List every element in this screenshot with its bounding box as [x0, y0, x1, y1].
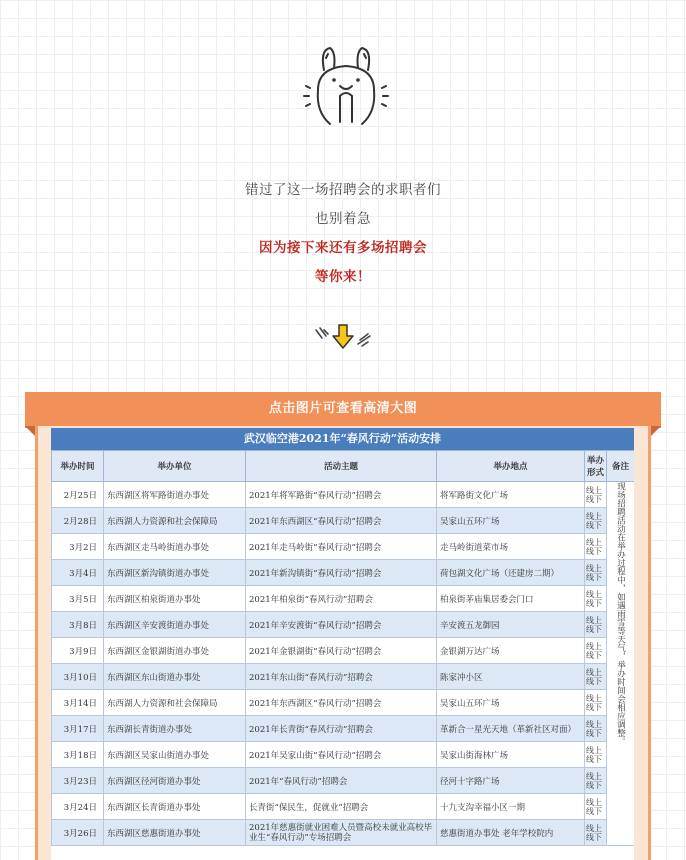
table-row [52, 560, 635, 586]
hero-line-3: 因为接下来还有多场招聘会 [259, 240, 427, 256]
row-organizer: 东西湖区辛安渡街道办事处 [104, 612, 246, 638]
table-row [52, 716, 635, 742]
row-venue: 十九支沟幸福小区一期 [437, 794, 585, 820]
row-theme: 2021年新沟镇街“春风行动”招聘会 [246, 560, 437, 586]
row-theme: 2021年长青街“春风行动”招聘会 [246, 716, 437, 742]
row-format: 线上线下 [585, 508, 607, 534]
row-venue: 辛安渡五龙御园 [437, 612, 585, 638]
row-format: 线上线下 [585, 586, 607, 612]
row-format: 线上线下 [585, 690, 607, 716]
row-organizer: 东西湖人力资源和社会保障局 [104, 690, 246, 716]
row-venue: 吴家山五环广场 [437, 690, 585, 716]
table-row [52, 664, 635, 690]
table-title: 武汉临空港2021年“春风行动”活动安排 [51, 428, 634, 450]
hero-section [0, 0, 686, 360]
row-format: 线上线下 [585, 638, 607, 664]
row-theme: 2021年将军路街“春风行动”招聘会 [246, 482, 437, 508]
row-date: 3月8日 [52, 612, 104, 638]
banner-fold-right [651, 426, 661, 436]
row-organizer: 东西湖区径河街道办事处 [104, 768, 246, 794]
row-theme: 2021年走马岭街“春风行动”招聘会 [246, 534, 437, 560]
row-note: 现场招聘活动在举办过程中，如遇雨雪等天气，举办时间会相应调整。 [607, 482, 635, 846]
row-organizer: 东西湖长青街道办事处 [104, 716, 246, 742]
table-row [52, 690, 635, 716]
row-organizer: 东西湖区吴家山街道办事处 [104, 742, 246, 768]
row-organizer: 东西湖区慈惠街道办事处 [104, 820, 246, 846]
row-theme: 2021年东山街“春风行动”招聘会 [246, 664, 437, 690]
table-row [52, 586, 635, 612]
row-format: 线上线下 [585, 742, 607, 768]
row-venue: 慈惠街道办事处 老年学校院内 [437, 820, 585, 846]
row-date: 3月17日 [52, 716, 104, 742]
row-venue: 荷包湖文化广场（还建房二期） [437, 560, 585, 586]
row-date: 3月23日 [52, 768, 104, 794]
row-theme: 2021年辛安渡街“春风行动”招聘会 [246, 612, 437, 638]
row-date: 2月25日 [52, 482, 104, 508]
row-date: 2月28日 [52, 508, 104, 534]
row-venue: 吴家山街海林广场 [437, 742, 585, 768]
row-venue: 陈家冲小区 [437, 664, 585, 690]
row-organizer: 东西湖人力资源和社会保障局 [104, 508, 246, 534]
row-theme: 2021年东西湖区“春风行动”招聘会 [246, 690, 437, 716]
header-format: 举办形式 [585, 451, 607, 482]
header-venue: 举办地点 [437, 451, 585, 482]
table-row [52, 612, 635, 638]
row-theme: 2021年慈惠街就业困难人员暨高校未就业高校毕业生“春风行动”专场招聘会 [246, 820, 437, 846]
row-date: 3月4日 [52, 560, 104, 586]
row-date: 3月10日 [52, 664, 104, 690]
row-format: 线上线下 [585, 560, 607, 586]
row-date: 3月2日 [52, 534, 104, 560]
hero-line-2: 也别着急 [315, 211, 371, 227]
row-venue: 将军路街文化广场 [437, 482, 585, 508]
hero-line-1: 错过了这一场招聘会的求职者们 [245, 182, 441, 198]
banner-fold-left [25, 426, 35, 436]
table-row [52, 638, 635, 664]
row-theme: 2021年东西湖区“春风行动”招聘会 [246, 508, 437, 534]
down-arrow-icon [312, 322, 374, 352]
row-format: 线上线下 [585, 794, 607, 820]
row-venue: 金银湖万达广场 [437, 638, 585, 664]
row-format: 线上线下 [585, 534, 607, 560]
header-note: 备注 [607, 451, 635, 482]
row-organizer: 东西湖区新沟镇街道办事处 [104, 560, 246, 586]
row-theme: 2021年金银湖街“春风行动”招聘会 [246, 638, 437, 664]
row-format: 线上线下 [585, 716, 607, 742]
row-format: 线上线下 [585, 482, 607, 508]
table-frame [35, 426, 651, 860]
row-organizer: 东西湖区柏泉街道办事处 [104, 586, 246, 612]
table-row [52, 508, 635, 534]
row-venue: 吴家山五环广场 [437, 508, 585, 534]
row-date: 3月24日 [52, 794, 104, 820]
view-hd-banner[interactable]: 点击图片可查看高清大图 [25, 392, 661, 426]
row-organizer: 东西湖区金银湖街道办事处 [104, 638, 246, 664]
row-venue: 柏泉街茅庙集居委会门口 [437, 586, 585, 612]
row-date: 3月5日 [52, 586, 104, 612]
row-organizer: 东西湖区东山街道办事处 [104, 664, 246, 690]
row-date: 3月26日 [52, 820, 104, 846]
table-row [52, 768, 635, 794]
row-theme: 长青街“保民生，促就业”招聘会 [246, 794, 437, 820]
table-row [52, 482, 635, 508]
row-venue: 走马岭街道菜市场 [437, 534, 585, 560]
table-row [52, 742, 635, 768]
header-theme: 活动主题 [246, 451, 437, 482]
row-format: 线上线下 [585, 768, 607, 794]
row-format: 线上线下 [585, 664, 607, 690]
table-row [52, 820, 635, 846]
row-organizer: 东西湖区走马岭街道办事处 [104, 534, 246, 560]
row-date: 3月9日 [52, 638, 104, 664]
schedule-table-image[interactable] [51, 428, 634, 860]
schedule-card [25, 392, 661, 860]
row-date: 3月14日 [52, 690, 104, 716]
row-venue: 革新合一星光天地（革新社区对面） [437, 716, 585, 742]
header-date: 举办时间 [52, 451, 104, 482]
row-organizer: 东西湖区将军路街道办事处 [104, 482, 246, 508]
row-format: 线上线下 [585, 612, 607, 638]
row-venue: 径河十字路广场 [437, 768, 585, 794]
header-organizer: 举办单位 [104, 451, 246, 482]
row-theme: 2021年吴家山街“春风行动”招聘会 [246, 742, 437, 768]
row-theme: 2021年柏泉街“春风行动”招聘会 [246, 586, 437, 612]
table-row [52, 534, 635, 560]
row-date: 3月18日 [52, 742, 104, 768]
hero-line-4: 等你来！ [315, 269, 371, 285]
row-organizer: 东西湖区长青街道办事处 [104, 794, 246, 820]
row-theme: 2021年“春风行动”招聘会 [246, 768, 437, 794]
schedule-table [51, 450, 634, 846]
table-row [52, 794, 635, 820]
row-format: 线上线下 [585, 820, 607, 846]
praying-bunny-icon [296, 40, 396, 140]
table-header-row [52, 451, 635, 482]
